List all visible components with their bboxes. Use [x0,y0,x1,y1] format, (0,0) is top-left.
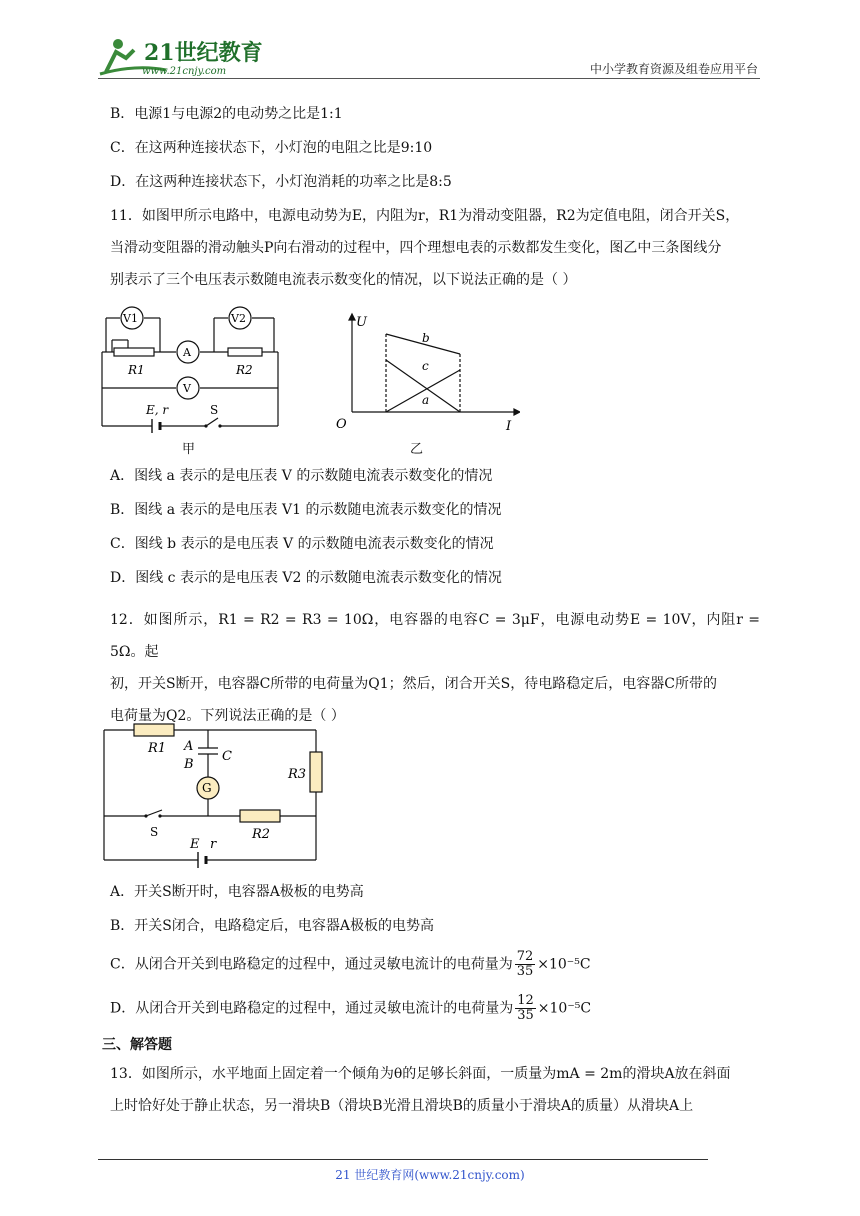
r1-label: R1 [128,363,145,377]
internal-r-label: r [210,837,217,852]
option-text: C．从闭合开关到电路稳定的过程中，通过灵敏电流计的电荷量为 [110,956,513,973]
r3-label: R3 [288,767,307,782]
fig-yi-caption: 乙 [410,442,424,457]
v1-label: V1 [123,312,138,325]
line-c-label: c [422,359,429,373]
q11-option-b: B．图线 a 表示的是电压表 V1 的示数随电流表示数变化的情况 [110,502,502,518]
capacitor-label: C [222,749,232,764]
q11-option-a: A．图线 a 表示的是电压表 V 的示数随电流表示数变化的情况 [110,468,493,484]
q11-option-c: C．图线 b 表示的是电压表 V 的示数随电流表示数变化的情况 [110,536,494,552]
switch-label: S [150,825,159,839]
switch-icon [204,424,207,427]
line-a-label: a [422,393,430,407]
logo-text: 21世纪教育 [144,40,263,66]
denominator: 35 [517,1008,534,1023]
plate-b-label: B [184,757,194,772]
r1-resistor [134,724,174,736]
x-axis-label: I [506,419,512,434]
q10-option-b: B．电源1与电源2的电动势之比是1:1 [110,106,343,122]
q12-stem-line: 电荷量为Q2。下列说法正确的是（ ） [110,708,345,724]
option-tail: ×10⁻⁵C [537,1000,592,1017]
q13-stem [110,1058,760,1122]
option-tail: ×10⁻⁵C [537,956,591,973]
header-platform-text: 中小学教育资源及组卷应用平台 [589,62,758,76]
switch-icon [144,814,147,817]
switch-label: S [210,403,219,417]
r3-resistor [310,752,322,792]
q11-graph [330,312,520,436]
q12-circuit-diagram [98,722,328,868]
q11-circuit-diagram [98,306,288,436]
r2-resistor [228,348,262,356]
q12-stem [110,604,760,732]
g-label: G [202,781,212,795]
numerator: 12 [517,993,534,1008]
q11-option-d: D．图线 c 表示的是电压表 V2 的示数随电流表示数变化的情况 [110,570,502,586]
q10-option-c: C．在这两种连接状态下，小灯泡的电阻之比是9:10 [110,140,433,156]
emf-label: E [190,837,200,852]
q12-option-b: B．开关S闭合，电路稳定后，电容器A极板的电势高 [110,918,434,934]
section-heading: 三、解答题 [102,1037,172,1053]
q12-option-c [110,950,591,979]
q13-stem-line: 13．如图所示，水平地面上固定着一个倾角为θ的足够长斜面，一质量为mA = 2m的滑块A放在斜面 [110,1066,731,1082]
r1-resistor [114,348,154,356]
footer-text[interactable]: 21 世纪教育网(www.21cnjy.com) [335,1168,525,1182]
numerator: 72 [516,949,534,964]
fraction [515,994,536,1023]
q11-stem-line: 别表示了三个电压表示数随电流表示数变化的情况，以下说法正确的是（ ） [110,272,577,288]
q10-option-d: D．在这两种连接状态下，小灯泡消耗的功率之比是8:5 [110,174,452,190]
option-text: D．从闭合开关到电路稳定的过程中，通过灵敏电流计的电荷量为 [110,1000,514,1017]
plate-a-label: A [184,739,194,754]
q12-stem-line: 初，开关S断开，电容器C所带的电荷量为Q1；然后，闭合开关S，待电路稳定后，电容器C所带的 [110,676,717,692]
r2-label: R2 [252,827,271,842]
a-label: A [183,346,191,359]
q11-stem [110,200,760,296]
site-logo [96,34,266,82]
q12-stem-line: 12．如图所示，R1 = R2 = R3 = 10Ω，电容器的电容C = 3μF，电源电动势E = 10V，内阻r = 5Ω。起 [110,612,760,660]
q13-stem-line: 上时恰好处于静止状态，另一滑块B（滑块B光滑且滑块B的质量小于滑块A的质量）从滑块A上 [110,1098,694,1114]
fraction [515,950,536,979]
origin-label: O [336,417,347,432]
v2-label: V2 [231,312,246,325]
r2-resistor [240,810,280,822]
y-axis-label: U [356,315,367,330]
r1-label: R1 [148,741,167,756]
header-divider [98,78,760,79]
footer-divider [98,1159,708,1160]
denominator: 35 [516,964,534,979]
line-b-label: b [422,331,430,345]
q11-stem-line: 11．如图甲所示电路中，电源电动势为E，内阻为r，R1为滑动变阻器，R2为定值电阻，闭合开关S， [110,208,740,224]
r2-label: R2 [236,363,253,377]
logo-url: www.21cnjy.com [142,66,227,77]
source-label: E, r [146,403,169,417]
v-label: V [183,382,191,395]
q12-option-a: A．开关S断开时，电容器A极板的电势高 [110,884,364,900]
fig-jia-caption: 甲 [182,442,196,457]
q12-option-d [110,994,591,1023]
q11-stem-line: 当滑动变阻器的滑动触头P向右滑动的过程中，四个理想电表的示数都发生变化，图乙中三条图线分 [110,240,722,256]
